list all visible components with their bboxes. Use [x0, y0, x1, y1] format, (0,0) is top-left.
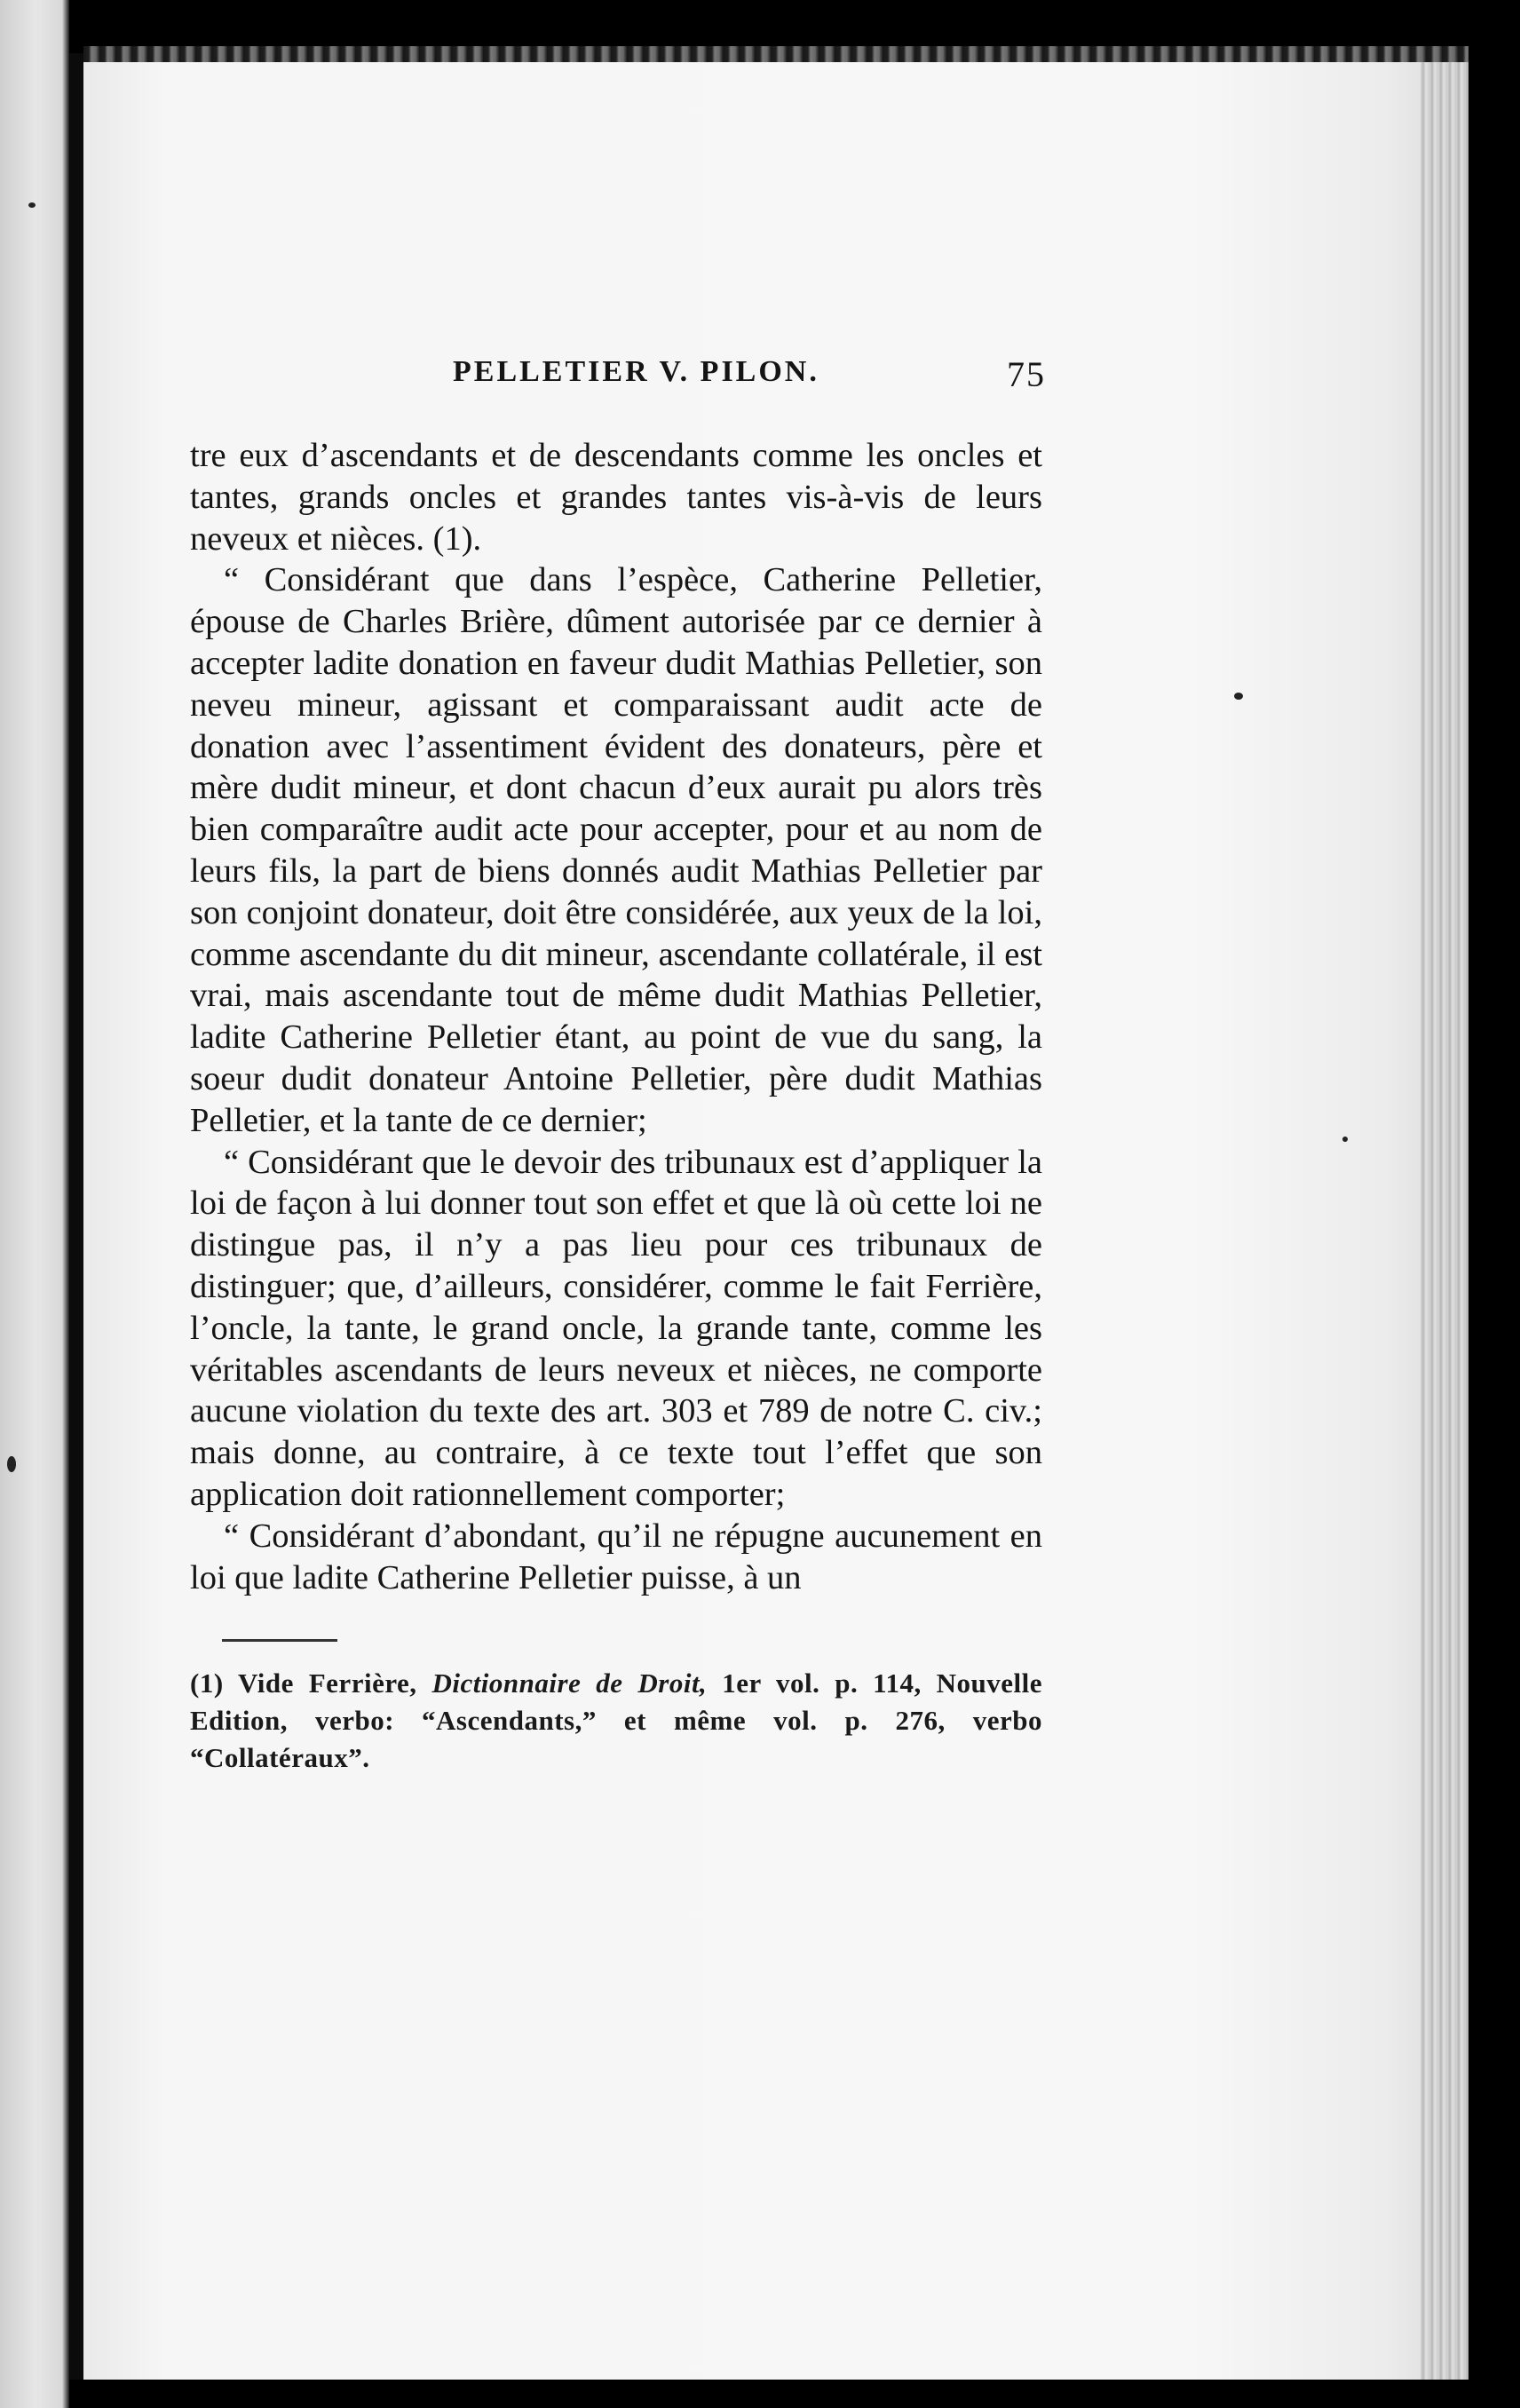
- running-title: PELLETIER V. PILON.: [453, 355, 819, 388]
- paragraph: “ Considérant que dans l’espèce, Catherine Pelletier, épouse de Charles Brière, dûment autorisée par ce dernier à accepter ladite donation en faveur dudit Mathias Pelletier, son neveu mineur, agissant et comparaissant audit acte de donation avec l’assentiment évident des donateurs, père et mère dudit mineur, et dont chacun d’eux aurait pu alors très bien comparaître audit acte pour accepter, pour et au nom de leurs fils, la part de biens donnés audit Mathias Pelletier par son conjoint donateur, doit être considérée, aux yeux de la loi, comme ascendante du dit mineur, ascendante collatérale, il est vrai, mais ascendante tout de même dudit Mathias Pelletier, ladite Catherine Pelletier étant, au point de vue du sang, la soeur dudit donateur Antoine Pelletier, père dudit Mathias Pelletier, et la tante de ce dernier;: [190, 561, 1042, 1139]
- footnote-rest: 1er vol. p. 114, Nouvelle Edition, verbo: “Ascendants,” et même vol. p. 276, verbo “Collatéraux”.: [190, 1667, 1042, 1774]
- book-gutter: [69, 53, 83, 2380]
- footnote-lead: Vide Ferrière,: [238, 1667, 417, 1699]
- page-fore-edge: [1421, 62, 1469, 2380]
- footnote-rule: [222, 1639, 337, 1642]
- paragraph: tre eux d’ascendants et de descendants comme les oncles et tantes, grands oncles et grandes tantes vis-à-vis de leurs neveux et nièces. (1).: [190, 437, 1042, 558]
- page-number: 75: [1007, 354, 1046, 394]
- scan-speck: [7, 1456, 16, 1472]
- scan-border: [1469, 0, 1520, 2408]
- scan-speck: [1342, 1137, 1348, 1142]
- scan-speck: [1234, 693, 1243, 700]
- paragraph: “ Considérant d’abondant, qu’il ne répugne aucunement en loi que ladite Catherine Pelletier puisse, à un: [190, 1517, 1042, 1596]
- adjacent-page-edge: [0, 0, 69, 2408]
- footnote: [190, 1665, 1042, 1777]
- paragraph: “ Considérant que le devoir des tribunaux est d’appliquer la loi de façon à lui donner tout son effet et que là où cette loi ne distingue pas, il n’y a pas lieu pour ces tribunaux de distinguer; que, d’ailleurs, considérer, comme le fait Ferrière, l’oncle, la tante, le grand oncle, la grande tante, comme les véritables ascendants de leurs neveux et nièces, ne comporte aucune violation du texte des art. 303 et 789 de notre C. civ.; mais donne, au contraire, à ce texte tout l’effet que son application doit rationnellement comporter;: [190, 1143, 1042, 1513]
- scan-speck: [28, 202, 36, 208]
- footnote-title: Dictionnaire de Droit,: [431, 1667, 708, 1699]
- footnote-marker: (1): [190, 1667, 224, 1699]
- running-head: [190, 354, 1046, 408]
- body-text: [190, 435, 1042, 1598]
- page-content: [190, 354, 1046, 1777]
